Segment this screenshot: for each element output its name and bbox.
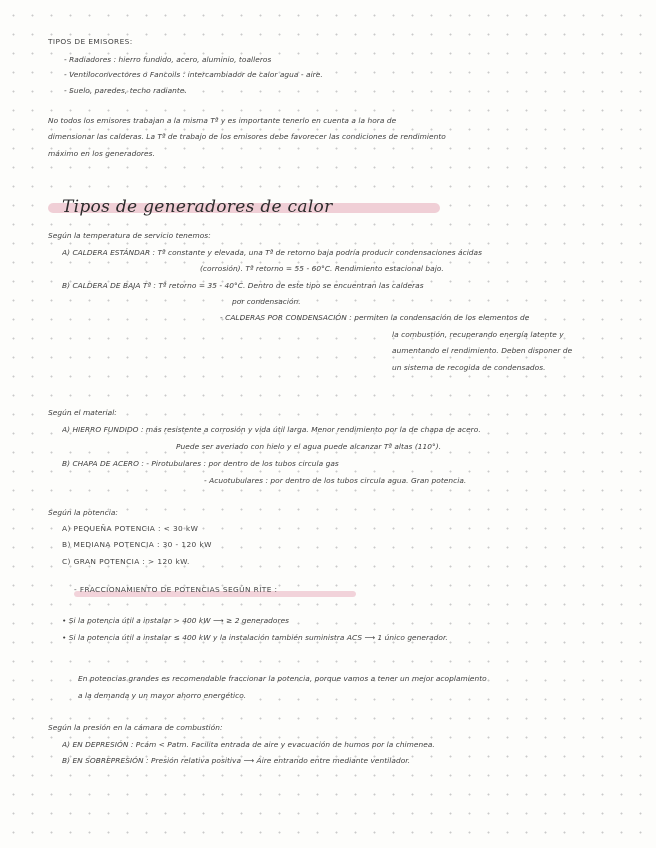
fraccionamiento-note-line: a la demanda y un mayor ahorro energético. xyxy=(78,691,247,700)
temperatura-a-line: (corrosión). Tª retorno = 55 - 60°C. Rendimiento estacional bajo. xyxy=(200,264,444,273)
presion-heading: Según la presión en la cámara de combustión: xyxy=(48,723,223,732)
condensacion-line: - CALDERAS POR CONDENSACIÓN : permiten la condensación de los elementos de xyxy=(220,313,530,322)
emisores-item: - Suelo, paredes, techo radiante. xyxy=(64,86,187,95)
emisores-note-line: dimensionar las calderas. La Tª de trabajo de los emisores debe favorecer las condiciones de rendimiento xyxy=(48,132,446,141)
emisores-item: - Ventiloconvectores o Fancoils : intercambiador de calor agua - aire. xyxy=(64,70,323,79)
potencia-item: B) MEDIANA POTENCIA : 30 - 120 kW xyxy=(62,540,212,549)
temperatura-b-line: por condensación. xyxy=(232,297,301,306)
material-b-line: B) CHAPA DE ACERO : - Pirotubulares : por dentro de los tubos circula gas xyxy=(62,459,339,468)
condensacion-line: aumentando el rendimiento. Deben disponer de xyxy=(392,346,573,355)
condensacion-line: un sistema de recogida de condensados. xyxy=(392,363,546,372)
emisores-note-line: máximo en los generadores. xyxy=(48,149,155,158)
page-title: Tipos de generadores de calor xyxy=(62,197,333,217)
material-heading: Según el material: xyxy=(48,408,117,417)
potencia-heading: Según la potencia: xyxy=(48,508,118,517)
potencia-item: C) GRAN POTENCIA : > 120 kW. xyxy=(62,557,190,566)
temperatura-a-line: A) CALDERA ESTÁNDAR : Tª constante y elevada, una Tª de retorno baja podría producir condensaciones ácidas xyxy=(62,248,483,257)
emisores-item: - Radiadores : hierro fundido, acero, aluminio, toalleros xyxy=(64,55,272,64)
temperatura-heading: Según la temperatura de servicio tenemos: xyxy=(48,231,211,240)
fraccionamiento-heading xyxy=(74,584,356,598)
condensacion-line: la combustión, recuperando energía latente y xyxy=(392,330,564,339)
material-a-line: Puede ser averiado con hielo y el agua puede alcanzar Tª altas (110°). xyxy=(176,442,442,451)
presion-item: A) EN DEPRESIÓN : Pcám < Patm. Facilita entrada de aire y evacuación de humos por la chimenea. xyxy=(62,740,435,749)
temperatura-b-line: B) CALDERA DE BAJA Tª : Tª retorno = 35 - 40°C. Dentro de este tipo se encuentran las calderas xyxy=(62,281,424,290)
material-a-line: A) HIERRO FUNDIDO : más resistente a corrosión y vida útil larga. Menor rendimiento por la de chapa de acero. xyxy=(62,425,481,434)
potencia-item: A) PEQUEÑA POTENCIA : < 30 kW xyxy=(62,524,199,533)
fraccionamiento-note-line: En potencias grandes es recomendable fraccionar la potencia, porque vamos a tener un mejor acoplamiento xyxy=(78,674,487,683)
emisores-heading: TIPOS DE EMISORES: xyxy=(48,37,133,46)
fraccionamiento-item: • Si la potencia útil a instalar > 400 kW ⟶ ≥ 2 generadores xyxy=(62,616,290,625)
fraccionamiento-item: • Si la potencia útil a instalar ≤ 400 kW y la instalación también suministra ACS ⟶ 1 único generador. xyxy=(62,633,448,642)
fraccionamiento-title: - FRACCIONAMIENTO DE POTENCIAS SEGÚN RITE : xyxy=(74,585,278,594)
presion-item: B) EN SOBREPRESIÓN : Presión relativa positiva ⟶ Aire entrando entre mediante ventilador. xyxy=(62,756,411,765)
material-b-line: - Acuotubulares : por dentro de los tubos circula agua. Gran potencia. xyxy=(204,476,467,485)
section-title xyxy=(48,196,440,222)
emisores-note-line: No todos los emisores trabajan a la misma Tª y es importante tenerlo en cuenta a la hora de xyxy=(48,116,397,125)
